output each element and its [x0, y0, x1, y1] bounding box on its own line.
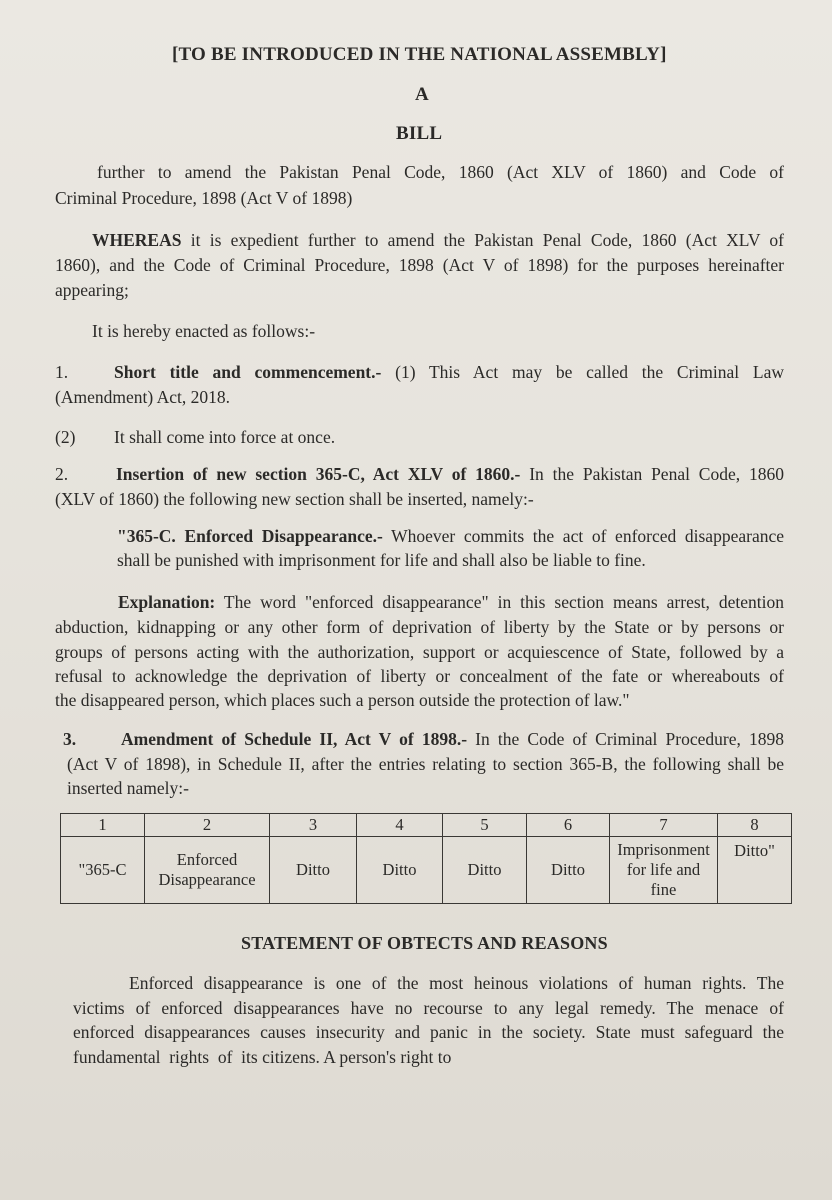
- schedule-header-row: [61, 814, 792, 837]
- whereas-line-3: appearing;: [55, 280, 129, 300]
- schedule-cell-punishment: Imprisonment for life and fine: [610, 837, 718, 904]
- statement-line-2: victims of enforced disappearances have no recourse to any legal remedy. The menace of: [73, 998, 784, 1018]
- section-2-line-1-text: In the Pakistan Penal Code, 1860: [520, 464, 784, 484]
- schedule-row: [61, 837, 792, 904]
- explanation-line-5: the disappeared person, which places such a person outside the protection of law.": [55, 690, 630, 710]
- section-1-sub-2-text: It shall come into force at once.: [114, 427, 336, 447]
- schedule-header-cell: 3: [270, 814, 357, 837]
- section-2-heading: Insertion of new section 365-C, Act XLV of 1860.-: [116, 464, 521, 484]
- schedule-cell: Ditto: [270, 837, 357, 904]
- schedule-cell: Ditto: [357, 837, 443, 904]
- explanation-line-3: groups of persons acting with the authorization, support or acquiescence of State, followed by a: [55, 642, 784, 662]
- section-1-heading: Short title and commencement.-: [114, 362, 382, 382]
- explanation-line-4: refusal to acknowledge the deprivation of liberty or concealment of the fate or whereabouts of: [55, 666, 784, 686]
- introduced-heading: [TO BE INTRODUCED IN THE NATIONAL ASSEMBLY]: [172, 44, 667, 65]
- section-365c-heading: "365-C. Enforced Disappearance.-: [117, 526, 383, 546]
- section-3-number: 3.: [63, 729, 77, 749]
- explanation-line-1-text: The word "enforced disappearance" in this section means arrest, detention: [215, 592, 784, 612]
- schedule-cell: Ditto: [527, 837, 610, 904]
- explanation-line-1: [118, 590, 784, 614]
- statement-line-3: enforced disappearances causes insecurity and panic in the society. State must safeguard the: [73, 1022, 784, 1042]
- section-365c-line-2: shall be punished with imprisonment for life and shall also be liable to fine.: [117, 550, 646, 570]
- schedule-header-cell: 5: [443, 814, 527, 837]
- section-2-line-2: (XLV of 1860) the following new section shall be inserted, namely:-: [55, 489, 534, 509]
- schedule-header-cell: 4: [357, 814, 443, 837]
- schedule-header-cell: 1: [61, 814, 145, 837]
- explanation-label: Explanation:: [118, 592, 216, 612]
- section-365c-line-1-text: Whoever commits the act of enforced disappearance: [382, 526, 784, 546]
- preamble-line-2: Criminal Procedure, 1898 (Act V of 1898): [55, 188, 353, 208]
- bill-heading: BILL: [396, 123, 443, 144]
- section-3-line-1: [121, 727, 784, 751]
- section-1-line-1-text: (1) This Act may be called the Criminal Law: [395, 362, 784, 382]
- explanation-line-2: abduction, kidnapping or any other form of deprivation of liberty by the State or by persons or: [55, 617, 784, 637]
- schedule-header-cell: 8: [718, 814, 792, 837]
- statement-heading: STATEMENT OF OBTECTS AND REASONS: [241, 933, 608, 953]
- schedule-table: [60, 813, 792, 904]
- statement-line-4: fundamental rights of its citizens. A person's right to: [73, 1047, 452, 1067]
- whereas-line-1: [92, 228, 784, 252]
- whereas-line-1-text: it is expedient further to amend the Pakistan Penal Code, 1860 (Act XLV of: [181, 230, 784, 250]
- section-3-line-1-text: In the Code of Criminal Procedure, 1898: [467, 729, 784, 749]
- section-2-line-1: [116, 462, 784, 486]
- section-365c-line-1: [117, 524, 784, 548]
- section-1-number: 1.: [55, 362, 69, 382]
- section-3-line-2: (Act V of 1898), in Schedule II, after the entries relating to section 365-B, the following shall be: [67, 754, 784, 774]
- schedule-cell-section: "365-C: [61, 837, 145, 904]
- schedule-header-cell: 6: [527, 814, 610, 837]
- section-2-number: 2.: [55, 464, 69, 484]
- schedule-cell: Ditto: [443, 837, 527, 904]
- section-3-heading: Amendment of Schedule II, Act V of 1898.-: [121, 729, 468, 749]
- preamble-line-1: further to amend the Pakistan Penal Code, 1860 (Act XLV of 1860) and Code of: [97, 162, 784, 182]
- section-1-line-1: [114, 360, 784, 384]
- enacted-clause: It is hereby enacted as follows:-: [92, 321, 316, 341]
- whereas-line-2: 1860), and the Code of Criminal Procedure, 1898 (Act V of 1898) for the purposes hereinafter: [55, 255, 784, 275]
- whereas-lead: WHEREAS: [92, 230, 182, 250]
- statement-line-1: Enforced disappearance is one of the most heinous violations of human rights. The: [129, 973, 784, 993]
- schedule-header-cell: 7: [610, 814, 718, 837]
- section-3-line-3: inserted namely:-: [67, 778, 189, 798]
- schedule-cell: Ditto": [718, 837, 792, 904]
- section-1-line-2: (Amendment) Act, 2018.: [55, 387, 230, 407]
- schedule-header-cell: 2: [145, 814, 270, 837]
- section-1-sub-2-number: (2): [55, 427, 76, 447]
- article-heading: A: [415, 84, 429, 105]
- schedule-cell-offence: Enforced Disappearance: [145, 837, 270, 904]
